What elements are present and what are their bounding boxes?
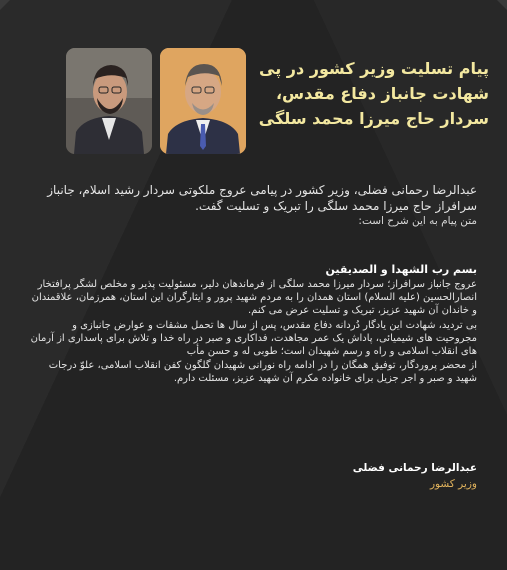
corner-decoration-right [497, 0, 507, 10]
message-paragraph-3: از محضر پروردگار، توفیق همگان را در ادامه راه نورانی شهیدان گلگون کفن انقلاب اسلامی، علوّ درجات شهید و صبر و اجر جزیل برای خانواده مکرم آن شهید عزیز، مسئلت دارم. [48, 360, 477, 385]
man-portrait-icon [66, 48, 152, 154]
portrait-photo-left [66, 48, 152, 154]
signature-block [30, 460, 477, 492]
corner-decoration-left [0, 0, 10, 10]
signature-role: وزیر کشور [429, 478, 477, 490]
message-paragraph-2: بی تردید، شهادت این یادگار دُردانه دفاع مقدس، پس از سال ها تحمل مشقات و عوارض جانبازی و مجروحیت های شیمیائی، پاداش یک عمر مجاهدت، فداکاری و صبر در راه خدا و تلاش برای پاسداری از آرمان های انقلاب اسلامی و راه و رسم شهیدان است؛ طوبی له و حسن مأب [30, 319, 477, 358]
bismillah-heading: بسم رب الشهدا و الصدیقین [325, 263, 477, 276]
headline-line-2: شهادت جانباز دفاع مقدس، [275, 84, 489, 103]
portrait-photo-right [160, 48, 246, 154]
intro-section [30, 182, 477, 228]
message-body [30, 262, 477, 386]
intro-text: عبدالرضا رحمانی فضلی، وزیر کشور در پیامی عروج ملکوتی سردار رشید اسلام، جانباز سرافراز حاج میرزا محمد سلگی را تبریک و تسلیت گفت. [47, 183, 477, 213]
headline-line-3: سردار حاج میرزا محمد سلگی [258, 109, 489, 128]
message-paragraph-1: عروج جانباز سرافراز؛ سردار میرزا محمد سلگی از فرماندهان دلیر، مسئولیت پذیر و مخلص لشگر پرافتخار انصارالحسین (علیه السلام) استان همدان را به مردم شهید پرور و ایثارگران این استان، همرزمان، علاقمندان و خاندان آن شهید عزیز، تبریک و تسلیت عرض می کنم. [31, 279, 477, 317]
intro-sub: متن پیام به این شرح است: [358, 215, 477, 227]
headline-line-1: پیام تسلیت وزیر کشور در پی [259, 59, 489, 78]
man-portrait-icon [160, 48, 246, 154]
signature-name: عبدالرضا رحمانی فضلی [352, 462, 477, 474]
headline [239, 56, 489, 131]
